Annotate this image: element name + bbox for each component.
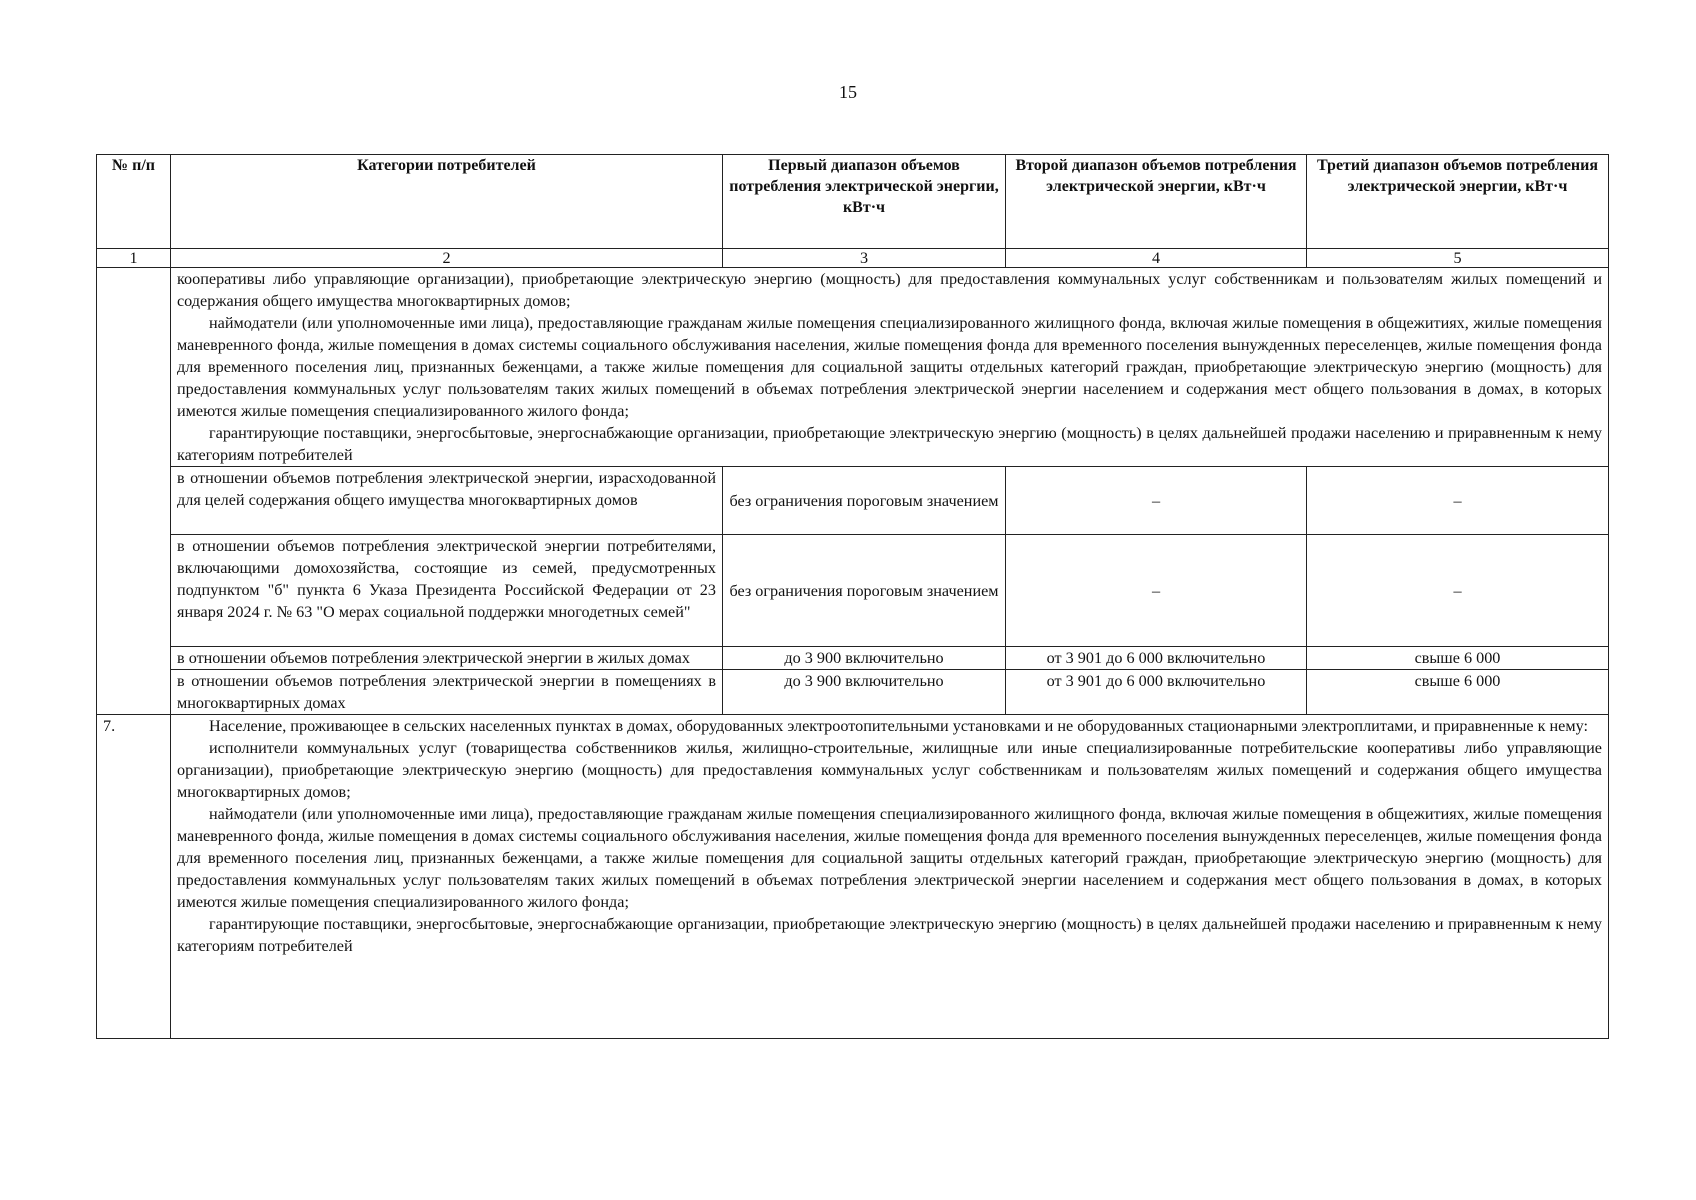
- header-number: № п/п: [97, 155, 171, 249]
- paragraph: исполнители коммунальных услуг (товарищества собственников жилья, жилищно-строительные, жилищные или иные специализированные потребительские кооперативы либо управляющие организации), приобретающие электрическую энергию (мощность) для предоставления коммунальных услуг собственникам и пользователям жилых помещений и содержания общего имущества многоквартирных домов;: [177, 739, 1602, 801]
- table-row: [97, 467, 1609, 535]
- category-cell: в отношении объемов потребления электрической энергии потребителями, включающими домохозяйства, состоящие из семей, предусмотренных подпунктом "б" пункта 6 Указа Президента Российской Федерации от 23 января 2024 г. № 63 "О мерах социальной поддержки многодетных семей": [171, 535, 723, 647]
- range-1-cell: до 3 900 включительно: [723, 647, 1006, 670]
- category-cell: в отношении объемов потребления электрической энергии в помещениях в многоквартирных домах: [171, 670, 723, 715]
- category-cell: в отношении объемов потребления электрической энергии в жилых домах: [171, 647, 723, 670]
- continuation-row: [97, 268, 1609, 467]
- range-1-cell: без ограничения пороговым значением: [723, 467, 1006, 535]
- column-number: 2: [171, 249, 723, 268]
- range-3-cell: свыше 6 000: [1307, 670, 1609, 715]
- paragraph: гарантирующие поставщики, энергосбытовые, энергоснабжающие организации, приобретающие электрическую энергию (мощность) в целях дальнейшей продажи населению и приравненным к нему категориям потребителей: [177, 915, 1602, 955]
- range-2-cell: –: [1006, 467, 1307, 535]
- paragraph: наймодатели (или уполномоченные ими лица), предоставляющие гражданам жилые помещения специализированного жилищного фонда, включая жилые помещения в общежитиях, жилые помещения маневренного фонда, жилые помещения в домах системы социального обслуживания населения, жилые помещения фонда для временного поселения вынужденных переселенцев, жилые помещения фонда для временного поселения лиц, признанных беженцами, а также жилые помещения для социальной защиты отдельных категорий граждан, приобретающие электрическую энергию (мощность) для предоставления коммунальных услуг пользователям таких жилых помещений в объемах потребления электрической энергии населением и содержания мест общего пользования в домах, в которых имеются жилые помещения специализированного жилого фонда;: [177, 314, 1602, 420]
- header-range-3: Третий диапазон объемов потребления электрической энергии, кВт·ч: [1307, 155, 1609, 249]
- header-categories: Категории потребителей: [171, 155, 723, 249]
- range-3-cell: свыше 6 000: [1307, 647, 1609, 670]
- item-7-row: [97, 715, 1609, 1039]
- paragraph: кооперативы либо управляющие организации), приобретающие электрическую энергию (мощность) для предоставления коммунальных услуг собственникам и пользователям жилых помещений и содержания общего имущества многоквартирных домов;: [177, 270, 1602, 310]
- paragraph: гарантирующие поставщики, энергосбытовые, энергоснабжающие организации, приобретающие электрическую энергию (мощность) в целях дальнейшей продажи населению и приравненным к нему категориям потребителей: [177, 424, 1602, 464]
- paragraph: Население, проживающее в сельских населенных пунктах в домах, оборудованных электроотопительными установками и не оборудованных стационарными электроплитами, и приравненные к нему:: [209, 717, 1588, 735]
- table-row: [97, 670, 1609, 715]
- column-number: 1: [97, 249, 171, 268]
- table-row: [97, 535, 1609, 647]
- column-number: 5: [1307, 249, 1609, 268]
- column-number: 3: [723, 249, 1006, 268]
- range-3-cell: –: [1307, 467, 1609, 535]
- row-number-cell: 7.: [97, 715, 171, 1039]
- tariff-table: [96, 154, 1609, 1039]
- continuation-text-cell: [171, 268, 1609, 467]
- table-header-row: [97, 155, 1609, 249]
- row-number-cell: [97, 268, 171, 715]
- range-1-cell: до 3 900 включительно: [723, 670, 1006, 715]
- range-2-cell: –: [1006, 535, 1307, 647]
- range-3-cell: –: [1307, 535, 1609, 647]
- header-range-1: Первый диапазон объемов потребления электрической энергии, кВт·ч: [723, 155, 1006, 249]
- item-7-text-cell: [171, 715, 1609, 1039]
- range-2-cell: от 3 901 до 6 000 включительно: [1006, 670, 1307, 715]
- range-2-cell: от 3 901 до 6 000 включительно: [1006, 647, 1307, 670]
- table-row: [97, 647, 1609, 670]
- range-1-cell: без ограничения пороговым значением: [723, 535, 1006, 647]
- paragraph: наймодатели (или уполномоченные ими лица), предоставляющие гражданам жилые помещения специализированного жилищного фонда, включая жилые помещения в общежитиях, жилые помещения маневренного фонда, жилые помещения в домах системы социального обслуживания населения, жилые помещения фонда для временного поселения вынужденных переселенцев, жилые помещения фонда для временного поселения лиц, признанных беженцами, а также жилые помещения для социальной защиты отдельных категорий граждан, приобретающие электрическую энергию (мощность) для предоставления коммунальных услуг пользователям таких жилых помещений в объемах потребления электрической энергии населением и содержания мест общего пользования в домах, в которых имеются жилые помещения специализированного жилого фонда;: [177, 805, 1602, 911]
- page-number: 15: [839, 82, 857, 102]
- column-number: 4: [1006, 249, 1307, 268]
- category-cell: в отношении объемов потребления электрической энергии, израсходованной для целей содержания общего имущества многоквартирных домов: [171, 467, 723, 535]
- header-range-2: Второй диапазон объемов потребления электрической энергии, кВт·ч: [1006, 155, 1307, 249]
- column-number-row: [97, 249, 1609, 268]
